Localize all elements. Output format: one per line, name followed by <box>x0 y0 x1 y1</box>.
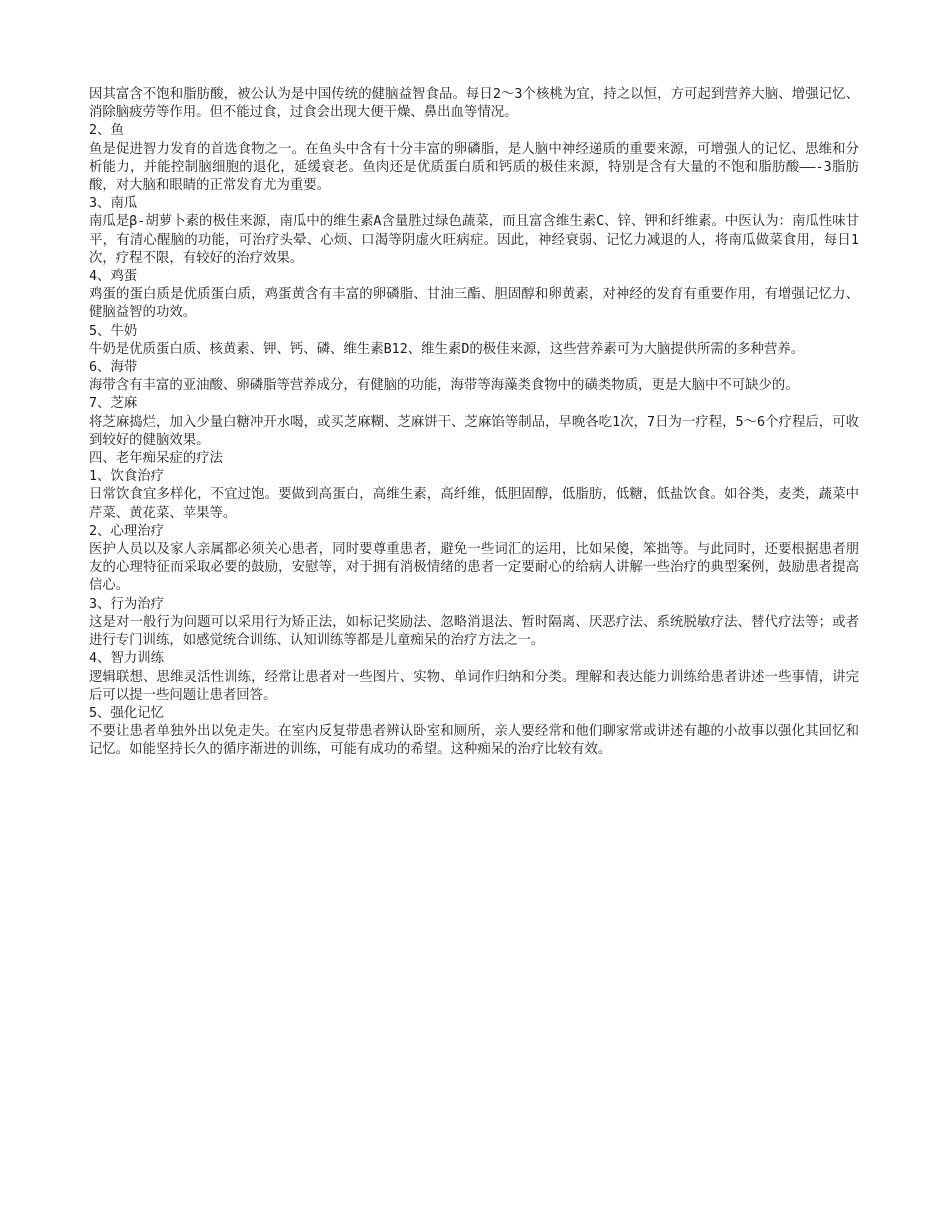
section-heading-therapy: 四、老年痴呆症的疗法 <box>89 451 223 467</box>
walnut-paragraph: 因其富含不饱和脂肪酸，被公认为是中国传统的健脑益智食品。每日2～3个核桃为宜，持之以恒，方可起到营养大脑、增强记忆、消除脑疲劳等作用。但不能过食，过食会出现大便干燥、鼻出血等情况。 <box>89 87 859 121</box>
behavior-therapy-paragraph: 这是对一般行为问题可以采用行为矫正法，如标记奖励法、忽略消退法、暂时隔离、厌恶疗法、系统脱敏疗法、替代疗法等；或者进行专门训练，如感觉统合训练、认知训练等都是儿童痴呆的治疗方法之一。 <box>89 614 859 649</box>
intelligence-training-paragraph: 逻辑联想、思维灵活性训练，经常让患者对一些图片、实物、单词作归纳和分类。理解和表达能力训练给患者讲述一些事情，讲完后可以提一些问题让患者回答。 <box>89 669 859 703</box>
heading-kelp: 6、海带 <box>89 360 138 376</box>
heading-egg: 4、鸡蛋 <box>89 269 138 285</box>
sesame-paragraph: 将芝麻捣烂，加入少量白糖冲开水喝，或买芝麻糊、芝麻饼干、芝麻馅等制品，早晚各吃1次，7日为一疗程，5～6个疗程后，可收到较好的健脑效果。 <box>89 414 859 448</box>
heading-psychological-therapy: 2、心理治疗 <box>89 523 165 539</box>
pumpkin-paragraph: 南瓜是β-胡萝卜素的极佳来源，南瓜中的维生素A含量胜过绿色蔬菜，而且富含维生素C、锌、钾和纤维素。中医认为：南瓜性味甘平，有清心醒脑的功能，可治疗头晕、心烦、口渴等阴虚火旺病症。因此，神经衰弱、记忆力减退的人，将南瓜做菜食用，每日1次，疗程不限，有较好的治疗效果。 <box>89 214 859 266</box>
fish-paragraph: 鱼是促进智力发育的首选食物之一。在鱼头中含有十分丰富的卵磷脂，是人脑中神经递质的重要来源，可增强人的记忆、思维和分析能力，并能控制脑细胞的退化，延缓衰老。鱼肉还是优质蛋白质和钙质的极佳来源，特别是含有大量的不饱和脂肪酸——-3脂肪酸，对大脑和眼睛的正常发育尤为重要。 <box>89 141 859 194</box>
kelp-paragraph: 海带含有丰富的亚油酸、卵磷脂等营养成分，有健脑的功能，海带等海藻类食物中的磺类物质，更是大脑中不可缺少的。 <box>89 378 799 394</box>
heading-memory-strengthening: 5、强化记忆 <box>89 705 165 721</box>
diet-therapy-paragraph: 日常饮食宜多样化，不宜过饱。要做到高蛋白，高维生素，高纤维，低胆固醇，低脂肪，低糖，低盐饮食。如谷类，麦类，蔬菜中芹菜、黄花菜、苹果等。 <box>89 487 859 521</box>
heading-intelligence-training: 4、智力训练 <box>89 651 165 667</box>
egg-paragraph: 鸡蛋的蛋白质是优质蛋白质，鸡蛋黄含有丰富的卵磷脂、甘油三酯、胆固醇和卵黄素，对神经的发育有重要作用，有增强记忆力、健脑益智的功效。 <box>89 287 859 321</box>
heading-pumpkin: 3、南瓜 <box>89 196 138 212</box>
milk-paragraph: 牛奶是优质蛋白质、核黄素、钾、钙、磷、维生素B12、维生素D的极佳来源，这些营养素可为大脑提供所需的多种营养。 <box>89 341 805 357</box>
heading-milk: 5、牛奶 <box>89 323 138 339</box>
heading-fish: 2、鱼 <box>89 123 124 139</box>
psychological-therapy-paragraph: 医护人员以及家人亲属都必须关心患者，同时要尊重患者，避免一些词汇的运用，比如呆傻，笨拙等。与此同时，还要根据患者朋友的心理特征而采取必要的鼓励，安慰等，对于拥有消极情绪的患者一定要耐心的给病人讲解一些治疗的典型案例，鼓励患者提高信心。 <box>89 542 859 594</box>
heading-behavior-therapy: 3、行为治疗 <box>89 596 165 612</box>
heading-sesame: 7、芝麻 <box>89 396 138 412</box>
document-body <box>89 86 859 760</box>
heading-diet-therapy: 1、饮食治疗 <box>89 469 165 485</box>
memory-strengthening-paragraph: 不要让患者单独外出以免走失。在室内反复带患者辨认卧室和厕所，亲人要经常和他们聊家常或讲述有趣的小故事以强化其回忆和记忆。如能坚持长久的循序渐进的训练，可能有成功的希望。这种痴呆的治疗比较有效。 <box>89 724 859 758</box>
